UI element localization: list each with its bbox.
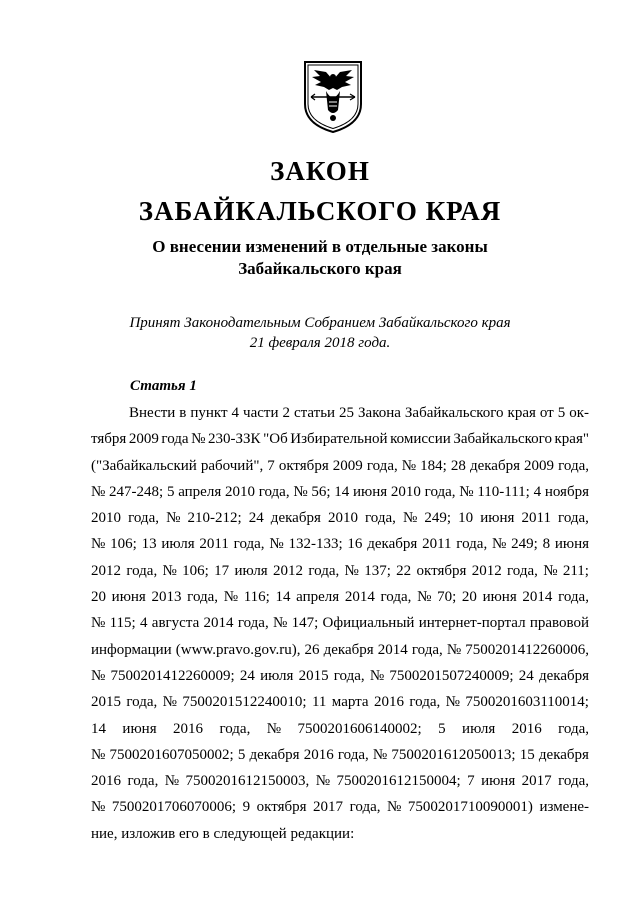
body-line: № 247-248; 5 апреля 2010 года, № 56; 14 июня 2010 года, № 110-111; 4 ноября (91, 483, 589, 500)
law-subject-line-1: О внесении изменений в отдельные законы (152, 237, 488, 256)
coat-of-arms-icon (302, 60, 364, 134)
body-line: 2012 года, № 106; 17 июля 2012 года, № 137; 22 октября 2012 года, № 211; (91, 562, 589, 579)
adoption-note-line-1: Принят Законодательным Собранием Забайкальского края (129, 315, 511, 331)
body-line: 14 июня 2016 года, № 7500201606140002; 5 июля 2016 года, (91, 720, 590, 737)
body-line: 2010 года, № 210-212; 24 декабря 2010 года, № 249; 10 июня 2011 года, (91, 510, 589, 527)
body-line: № 7500201412260009; 24 июля 2015 года, № 7500201507240009; 24 декабря (91, 667, 590, 684)
body-line: № 7500201607050002; 5 декабря 2016 года, № 7500201612050013; 15 декабря (91, 746, 589, 763)
body-line: № 115; 4 августа 2014 года, № 147; Официальный интернет-портал правовой (91, 615, 590, 632)
body-line: 20 июня 2013 года, № 116; 14 апреля 2014 года, № 70; 20 июня 2014 года, (91, 589, 589, 606)
body-line: тября 2009 года № 230-ЗЗК "Об Избирательной комиссии Забайкальского края" (91, 431, 589, 448)
article-heading: Статья 1 (130, 378, 197, 394)
body-line: № 7500201706070006; 9 октября 2017 года, № 7500201710090001) измене- (91, 799, 590, 816)
adoption-date: 21 февраля 2018 года. (249, 335, 391, 351)
body-line: Внести в пункт 4 части 2 статьи 25 Закона Забайкальского края от 5 ок- (129, 405, 589, 421)
body-line: 2015 года, № 7500201512240010; 11 марта 2016 года, № 7500201603110014; (91, 694, 589, 711)
body-line: ("Забайкальский рабочий", 7 октября 2009 года, № 184; 28 декабря 2009 года, (91, 457, 589, 474)
body-line: ние, изложив его в следующей редакции: (91, 825, 355, 842)
body-line: информации (www.pravo.gov.ru), 26 декабря 2014 года, № 7500201412260006, (91, 641, 589, 658)
article-body (91, 400, 589, 847)
law-title: ЗАКОН (270, 156, 370, 186)
body-line: 2016 года, № 7500201612150003, № 7500201612150004; 7 июня 2017 года, (91, 773, 590, 790)
law-region-title: ЗАБАЙКАЛЬСКОГО КРАЯ (138, 196, 502, 226)
law-subject-line-2: Забайкальского края (238, 259, 402, 278)
body-line: № 106; 13 июля 2011 года, № 132-133; 16 декабря 2011 года, № 249; 8 июня (91, 536, 590, 553)
